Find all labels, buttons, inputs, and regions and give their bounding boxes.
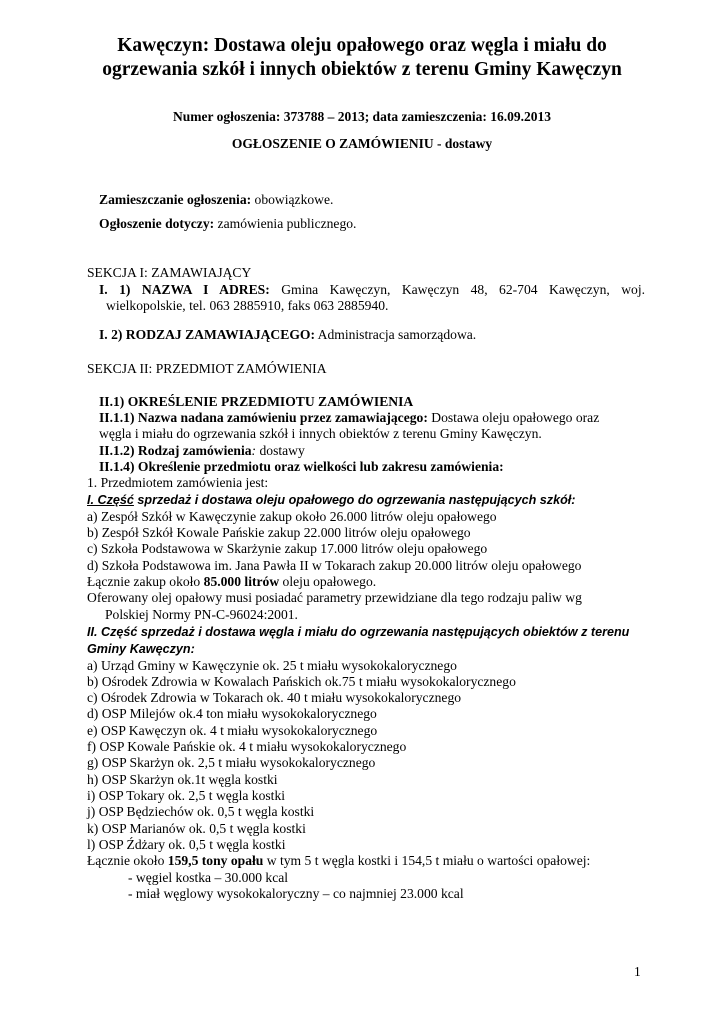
part2-item: j) OSP Będziechów ok. 0,5 t węgla kostki — [87, 804, 315, 819]
title-line-1: Kawęczyn: Dostawa oleju opałowego oraz węgla i miału do — [117, 35, 607, 56]
section2-name-label: II.1.1) Nazwa nadana zamówieniu przez zamawiającego: — [99, 410, 428, 425]
part2-item: i) OSP Tokary ok. 2,5 t węgla kostki — [87, 788, 286, 803]
concerns-line — [99, 216, 356, 232]
part1-heading-underlined: I. Część — [87, 493, 134, 507]
section1-name-value-1: Gmina Kawęczyn, Kawęczyn 48, 62-704 Kawęczyn, woj. — [269, 282, 645, 297]
part2-heading-line-2: Gminy Kawęczyn: — [87, 642, 195, 656]
part1-note-line-1: Oferowany olej opałowy musi posiadać parametry przewidziane dla tego rodzaju paliw wg — [87, 590, 582, 605]
subject-intro: 1. Przedmiotem zamówienia jest: — [87, 475, 269, 490]
document-title — [60, 34, 664, 82]
part2-item: h) OSP Skarżyn ok.1t węgla kostki — [87, 772, 278, 787]
part2-item: a) Urząd Gminy w Kawęczynie ok. 25 t miału wysokokalorycznego — [87, 658, 457, 673]
section2-sub-heading: II.1) OKREŚLENIE PRZEDMIOTU ZAMÓWIENIA — [99, 394, 414, 409]
part2-spec: - miał węglowy wysokokaloryczny – co najmniej 23.000 kcal — [128, 886, 464, 901]
part2-item: c) Ośrodek Zdrowia w Tokarach ok. 40 t miału wysokokalorycznego — [87, 690, 462, 705]
section1-type-value: Administracja samorządowa. — [315, 327, 477, 342]
part2-item: k) OSP Marianów ok. 0,5 t węgla kostki — [87, 821, 306, 836]
part2-item: g) OSP Skarżyn ok. 2,5 t miału wysokokalorycznego — [87, 755, 376, 770]
part2-total-pre: Łącznie około — [87, 853, 168, 868]
section2-heading: SEKCJA II: PRZEDMIOT ZAMÓWIENIA — [87, 361, 327, 376]
title-line-2: ogrzewania szkół i innych obiektów z terenu Gminy Kawęczyn — [102, 59, 622, 80]
part2-heading-line-1: II. Część sprzedaż i dostawa węgla i miału do ogrzewania następujących obiektów z terenu — [87, 625, 630, 639]
part1-note-line-2: Polskiej Normy PN-C-96024:2001. — [105, 607, 298, 622]
part2-total-bold: 159,5 tony opału — [167, 853, 264, 868]
notice-number: Numer ogłoszenia: 373788 – 2013; data zamieszczenia: 16.09.2013 — [172, 109, 552, 124]
section2-name-value-1: Dostawa oleju opałowego oraz — [427, 410, 600, 425]
part2-spec: - węgiel kostka – 30.000 kcal — [128, 870, 289, 885]
part1-item: b) Zespół Szkół Kowale Pańskie zakup 22.000 litrów oleju opałowego — [87, 525, 471, 540]
section1-type-line — [99, 327, 476, 343]
part2-item: l) OSP Źdżary ok. 0,5 t węgla kostki — [87, 837, 286, 852]
section2-kind-line — [99, 443, 305, 459]
part2-item: f) OSP Kowale Pańskie ok. 4 t miału wysokokalorycznego — [87, 739, 407, 754]
part1-item: a) Zespół Szkół w Kawęczynie zakup około 26.000 litrów oleju opałowego — [87, 509, 497, 524]
posting-label: Zamieszczanie ogłoszenia: — [99, 192, 252, 207]
section2-kind-value: dostawy — [256, 443, 305, 458]
section1-type-label: I. 2) RODZAJ ZAMAWIAJĄCEGO: — [99, 327, 315, 342]
section2-kind-label: II.1.2) Rodzaj zamówienia — [99, 443, 252, 458]
section1-heading: SEKCJA I: ZAMAWIAJĄCY — [87, 265, 252, 280]
part1-item: d) Szkoła Podstawowa im. Jana Pawła II w Tokarach zakup 20.000 litrów oleju opałowego — [87, 558, 582, 573]
section1-name-line-2: wielkopolskie, tel. 063 2885910, faks 063 2885940. — [106, 298, 389, 313]
posting-line — [99, 192, 333, 208]
part1-total — [87, 574, 376, 590]
part1-heading-rest: sprzedaż i dostawa oleju opałowego do ogrzewania następujących szkół: — [133, 493, 576, 507]
notice-type: OGŁOSZENIE O ZAMÓWIENIU - dostawy — [231, 136, 493, 151]
section2-name-line-1 — [99, 410, 599, 426]
part1-item: c) Szkoła Podstawowa w Skarżynie zakup 17.000 litrów oleju opałowego — [87, 541, 488, 556]
concerns-label: Ogłoszenie dotyczy: — [99, 216, 215, 231]
part1-total-bold: 85.000 litrów — [203, 574, 280, 589]
part2-item: d) OSP Milejów ok.4 ton miału wysokokalorycznego — [87, 706, 377, 721]
section2-name-line-2: węgla i miału do ogrzewania szkół i innych obiektów z terenu Gminy Kawęczyn. — [99, 426, 542, 441]
part2-total — [87, 853, 590, 869]
posting-value: obowiązkowe. — [251, 192, 334, 207]
section2-desc-label: II.1.4) Określenie przedmiotu oraz wielkości lub zakresu zamówienia: — [99, 459, 504, 474]
concerns-value: zamówienia publicznego. — [214, 216, 357, 231]
part1-total-pre: Łącznie zakup około — [87, 574, 204, 589]
section2-kind-colon: : — [251, 443, 257, 458]
part1-total-post: oleju opałowego. — [279, 574, 377, 589]
part2-item: e) OSP Kawęczyn ok. 4 t miału wysokokalorycznego — [87, 723, 378, 738]
section1-name-line-1 — [99, 282, 645, 298]
part1-heading — [87, 492, 575, 508]
page-number: 1 — [634, 964, 641, 979]
part2-item: b) Ośrodek Zdrowia w Kowalach Pańskich ok.75 t miału wysokokalorycznego — [87, 674, 516, 689]
section1-name-label: I. 1) NAZWA I ADRES: — [99, 282, 270, 297]
part2-total-post: w tym 5 t węgla kostki i 154,5 t miału o wartości opałowej: — [263, 853, 591, 868]
